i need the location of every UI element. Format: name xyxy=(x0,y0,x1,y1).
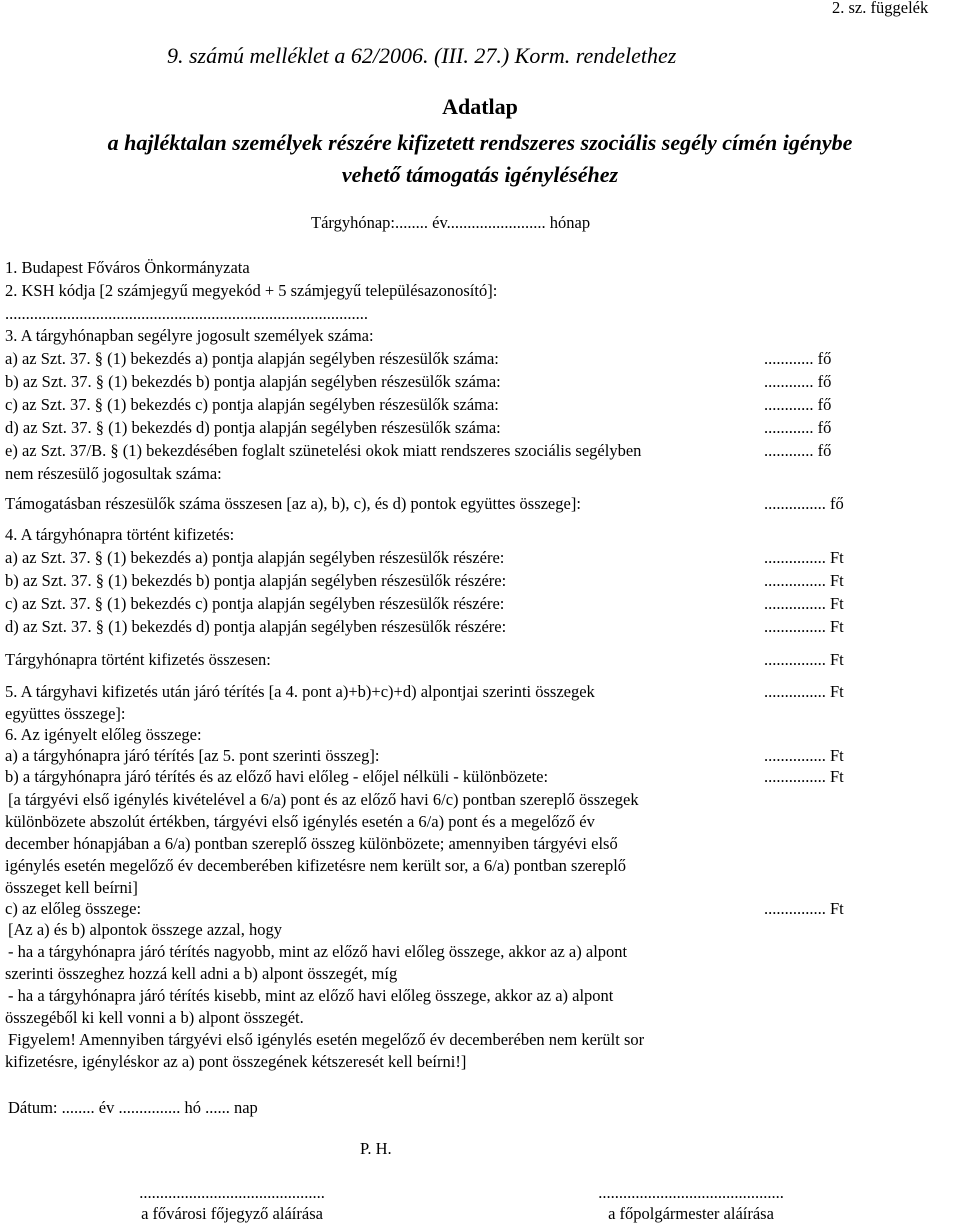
section-2-field: ........................................................................................ xyxy=(5,304,368,323)
form-subtitle-line2: vehető támogatás igényléséhez xyxy=(341,162,619,187)
section-6-explain-line: - ha a tárgyhónapra járó térítés kisebb, mint az előző havi előleg összege, akkor az a) alpont xyxy=(8,986,614,1005)
corner-label: 2. sz. függelék xyxy=(832,0,929,17)
section-3-row-b-field: ............ fő xyxy=(764,372,832,391)
section-4-row-d-field: ............... Ft xyxy=(764,617,844,636)
section-4-row-b-label: b) az Szt. 37. § (1) bekezdés b) pontja alapján segélyben részesülők részére: xyxy=(5,571,507,590)
section-5-label-cont: együttes összege]: xyxy=(5,704,126,723)
section-3-row-e-label-cont: nem részesülő jogosultak száma: xyxy=(5,464,222,483)
section-6-b-label: b) a tárgyhónapra járó térítés és az előző havi előleg - előjel nélküli - különbözete: xyxy=(5,767,549,786)
section-3-row-d-field: ............ fő xyxy=(764,418,832,437)
signature-line-mayor: ............................................. xyxy=(598,1183,784,1202)
section-6-note-line: összeget kell beírni] xyxy=(5,878,138,897)
section-4-row-d-label: d) az Szt. 37. § (1) bekezdés d) pontja alapján segélyben részesülők részére: xyxy=(5,617,507,636)
section-6-warning-line: kifizetésre, igényléskor az a) pont összegének kétszeresét kell beírni!] xyxy=(5,1052,467,1071)
section-3-total-field: ............... fő xyxy=(764,494,844,513)
section-3-row-b-label: b) az Szt. 37. § (1) bekezdés b) pontja alapján segélyben részesülők száma: xyxy=(5,372,501,391)
section-6-explain-line: szerinti összeghez hozzá kell adni a b) alpont összegét, míg xyxy=(5,964,398,983)
section-3-row-d-label: d) az Szt. 37. § (1) bekezdés d) pontja alapján segélyben részesülők száma: xyxy=(5,418,501,437)
section-6-note-line: [a tárgyévi első igénylés kivételével a 6/a) pont és az előző havi 6/c) pontban szereplő összegek xyxy=(8,790,639,809)
signature-label-chief-notary: a fővárosi főjegyző aláírása xyxy=(141,1204,323,1223)
section-6-explain-line: összegéből ki kell vonni a b) alpont összegét. xyxy=(5,1008,304,1027)
section-4-row-a-field: ............... Ft xyxy=(764,548,844,567)
section-6-note-line: december hónapjában a 6/a) pontban szereplő összeg különbözete; amennyiben tárgyévi első xyxy=(5,834,618,853)
stamp-label: P. H. xyxy=(360,1139,392,1158)
section-3-row-e-field: ............ fő xyxy=(764,441,832,460)
section-3-row-a-label: a) az Szt. 37. § (1) bekezdés a) pontja alapján segélyben részesülők száma: xyxy=(5,349,499,368)
section-4-row-c-field: ............... Ft xyxy=(764,594,844,613)
section-3-row-c-field: ............ fő xyxy=(764,395,832,414)
section-5-field: ............... Ft xyxy=(764,682,844,701)
section-3-heading: 3. A tárgyhónapban segélyre jogosult személyek száma: xyxy=(5,326,374,345)
section-4-row-c-label: c) az Szt. 37. § (1) bekezdés c) pontja alapján segélyben részesülők részére: xyxy=(5,594,505,613)
section-6-heading: 6. Az igényelt előleg összege: xyxy=(5,725,202,744)
section-1: 1. Budapest Főváros Önkormányzata xyxy=(5,258,250,277)
section-6-warning-line: Figyelem! Amennyiben tárgyévi első igénylés esetén megelőző év decemberében nem került sor xyxy=(8,1030,645,1049)
section-6-note-line: különbözete abszolút értékben, tárgyévi első igénylés esetén a 6/a) pont és a megelőző év xyxy=(5,812,595,831)
signature-line-chief-notary: ............................................. xyxy=(139,1183,325,1202)
section-4-total-field: ............... Ft xyxy=(764,650,844,669)
section-6-c-label: c) az előleg összege: xyxy=(5,899,142,918)
section-4-total-label: Tárgyhónapra történt kifizetés összesen: xyxy=(5,650,271,669)
section-6-explain-line: - ha a tárgyhónapra járó térítés nagyobb, mint az előző havi előleg összege, akkor az a) alpont xyxy=(8,942,628,961)
section-2: 2. KSH kódja [2 számjegyű megyekód + 5 számjegyű településazonosító]: xyxy=(5,281,498,300)
annex-title: 9. számú melléklet a 62/2006. (III. 27.) Korm. rendelethez xyxy=(167,43,677,68)
section-3-total-label: Támogatásban részesülők száma összesen [az a), b), c), és d) pontok együttes összege]: xyxy=(5,494,581,513)
subject-month-line: Tárgyhónap:........ év........................ hónap xyxy=(311,213,591,232)
section-5-label: 5. A tárgyhavi kifizetés után járó térítés [a 4. pont a)+b)+c)+d) alpontjai szerinti összegek xyxy=(5,682,595,701)
section-3-row-c-label: c) az Szt. 37. § (1) bekezdés c) pontja alapján segélyben részesülők száma: xyxy=(5,395,499,414)
date-line: Dátum: ........ év ............... hó ...... nap xyxy=(8,1098,258,1117)
section-4-row-b-field: ............... Ft xyxy=(764,571,844,590)
section-6-explain-line: [Az a) és b) alpontok összege azzal, hogy xyxy=(8,920,282,939)
section-4-row-a-label: a) az Szt. 37. § (1) bekezdés a) pontja alapján segélyben részesülők részére: xyxy=(5,548,505,567)
section-6-a-field: ............... Ft xyxy=(764,746,844,765)
signature-label-mayor: a főpolgármester aláírása xyxy=(608,1204,774,1223)
section-3-row-a-field: ............ fő xyxy=(764,349,832,368)
section-6-note-line: igénylés esetén megelőző év decemberében kifizetésre nem került sor, a 6/a) pontban szereplő xyxy=(5,856,627,875)
section-4-heading: 4. A tárgyhónapra történt kifizetés: xyxy=(5,525,235,544)
section-3-row-e-label: e) az Szt. 37/B. § (1) bekezdésében foglalt szünetelési okok miatt rendszeres szociális segélyben xyxy=(5,441,642,460)
section-6-b-field: ............... Ft xyxy=(764,767,844,786)
form-subtitle-line1: a hajléktalan személyek részére kifizetett rendszeres szociális segély címén igénybe xyxy=(107,130,853,155)
section-6-a-label: a) a tárgyhónapra járó térítés [az 5. pont szerinti összeg]: xyxy=(5,746,380,765)
form-title: Adatlap xyxy=(442,94,518,119)
section-6-c-field: ............... Ft xyxy=(764,899,844,918)
